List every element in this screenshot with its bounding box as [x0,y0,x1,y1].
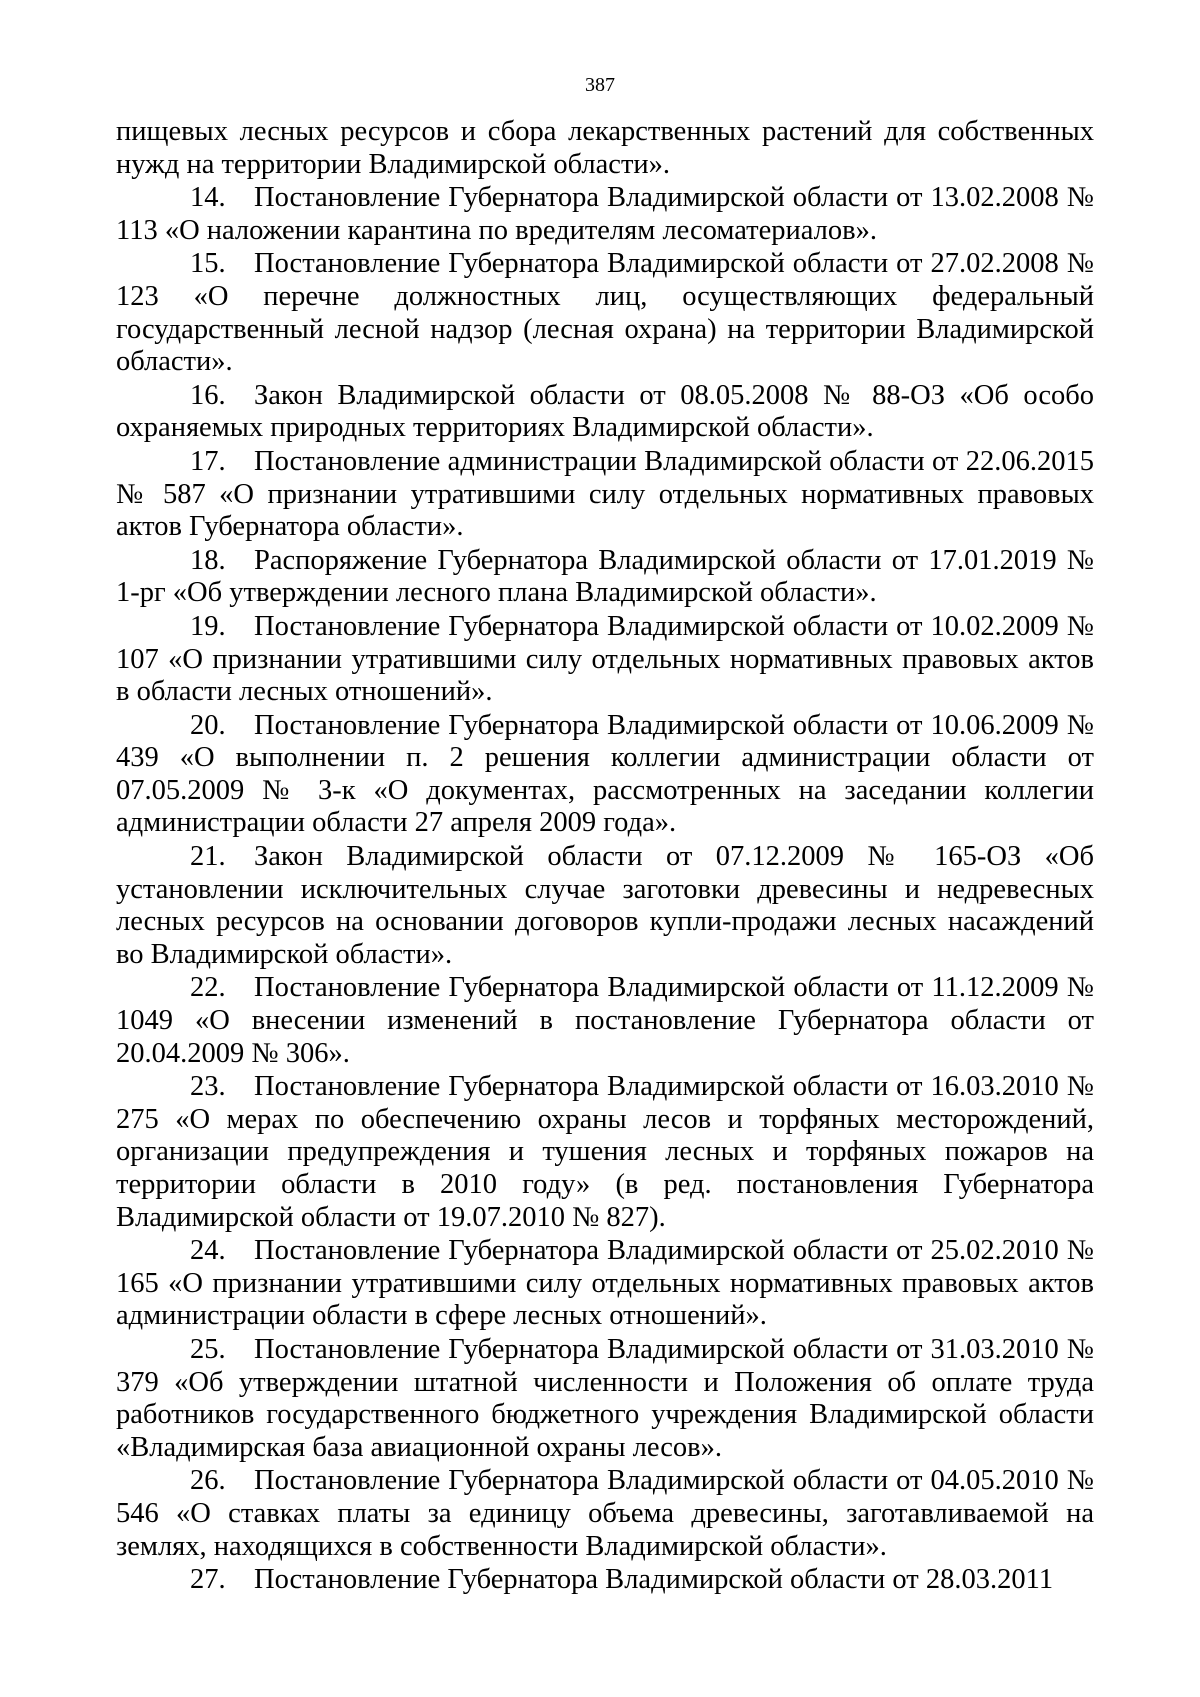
item-text: Закон Владимирской области от 08.05.2008 № 88-ОЗ «Об особо охраняемых природных территориях Владимирской области». [116,379,1094,444]
continuation-paragraph: пищевых лесных ресурсов и сбора лекарственных растений для собственных нужд на территории Владимирской области». [116,116,1094,180]
item-text: Распоряжение Губернатора Владимирской области от 17.01.2019 № 1-рг «Об утверждении лесного плана Владимирской области». [116,544,1094,609]
list-item [116,710,1094,840]
item-text: Постановление администрации Владимирской области от 22.06.2015 № 587 «О признании утратившими силу отдельных нормативных правовых актов Губернатора области». [116,445,1094,543]
item-text: Постановление Губернатора Владимирской области от 31.03.2010 № 379 «Об утверждении штатной численности и Положения об оплате труда работников государственного бюджетного учреждения Владимирской области «Владимирская база авиационной охраны лесов». [116,1333,1094,1463]
item-number: 25. [190,1333,226,1365]
item-number: 27. [190,1564,226,1596]
item-text: Постановление Губернатора Владимирской области от 27.02.2008 № 123 «О перечне должностных лиц, осуществляющих федеральный государственный лесной надзор (лесная охрана) на территории Владимирской области». [116,248,1094,378]
list-item [116,545,1094,610]
item-number: 21. [190,841,226,873]
item-number: 24. [190,1235,226,1267]
list-item [116,248,1094,378]
item-number: 23. [190,1071,226,1103]
list-item [116,182,1094,247]
item-number: 20. [190,709,226,741]
list-item [116,611,1094,709]
item-text: Постановление Губернатора Владимирской области от 10.02.2009 № 107 «О признании утратившими силу отдельных нормативных правовых актов в области лесных отношений». [116,610,1094,708]
item-text: Постановление Губернатора Владимирской области от 28.03.2011 [254,1564,1054,1596]
page-number: 387 [585,74,615,96]
list-item [116,841,1094,971]
item-text: Постановление Губернатора Владимирской области от 04.05.2010 № 546 «О ставках платы за единицу объема древесины, заготавливаемой на землях, находящихся в собственности Владимирской области». [116,1465,1094,1562]
list-item [116,1334,1094,1464]
item-number: 17. [190,445,226,477]
list-item [116,1465,1094,1563]
item-number: 26. [190,1465,226,1497]
item-text: Постановление Губернатора Владимирской области от 10.06.2009 № 439 «О выполнении п. 2 решения коллегии администрации области от 07.05.2009 № 3-к «О документах, рассмотренных на заседании коллегии администрации области 27 апреля 2009 года». [116,709,1094,839]
list-item [116,1071,1094,1234]
item-number: 15. [190,248,226,280]
item-number: 22. [190,972,226,1004]
item-text: Постановление Губернатора Владимирской области от 11.12.2009 № 1049 «О внесении изменений в постановление Губернатора области от 20.04.2009 № 306». [116,972,1094,1069]
item-text: Закон Владимирской области от 07.12.2009 № 165-ОЗ «Об установлении исключительных случае заготовки древесины и недревесных лесных ресурсов на основании договоров купли-продажи лесных насаждений во Владимирской области». [116,841,1094,970]
list-item [116,1235,1094,1333]
item-text: Постановление Губернатора Владимирской области от 25.02.2010 № 165 «О признании утратившими силу отдельных нормативных правовых актов администрации области в сфере лесных отношений». [116,1235,1094,1332]
list-item [116,972,1094,1070]
item-text: Постановление Губернатора Владимирской области от 13.02.2008 № 113 «О наложении карантина по вредителям лесоматериалов». [116,182,1094,246]
list-item [116,446,1094,544]
item-number: 19. [190,610,226,642]
list-item [116,380,1094,445]
item-number: 18. [190,544,226,576]
document-body [116,116,1094,1598]
item-number: 14. [190,182,226,214]
item-number: 16. [190,379,226,411]
list-item [116,1564,1094,1597]
item-text: Постановление Губернатора Владимирской области от 16.03.2010 № 275 «О мерах по обеспечению охраны лесов и торфяных месторождений, организации предупреждения и тушения лесных и торфяных пожаров на территории области в 2010 году» (в ред. постановления Губернатора Владимирской области от 19.07.2010 № 827). [116,1071,1094,1233]
